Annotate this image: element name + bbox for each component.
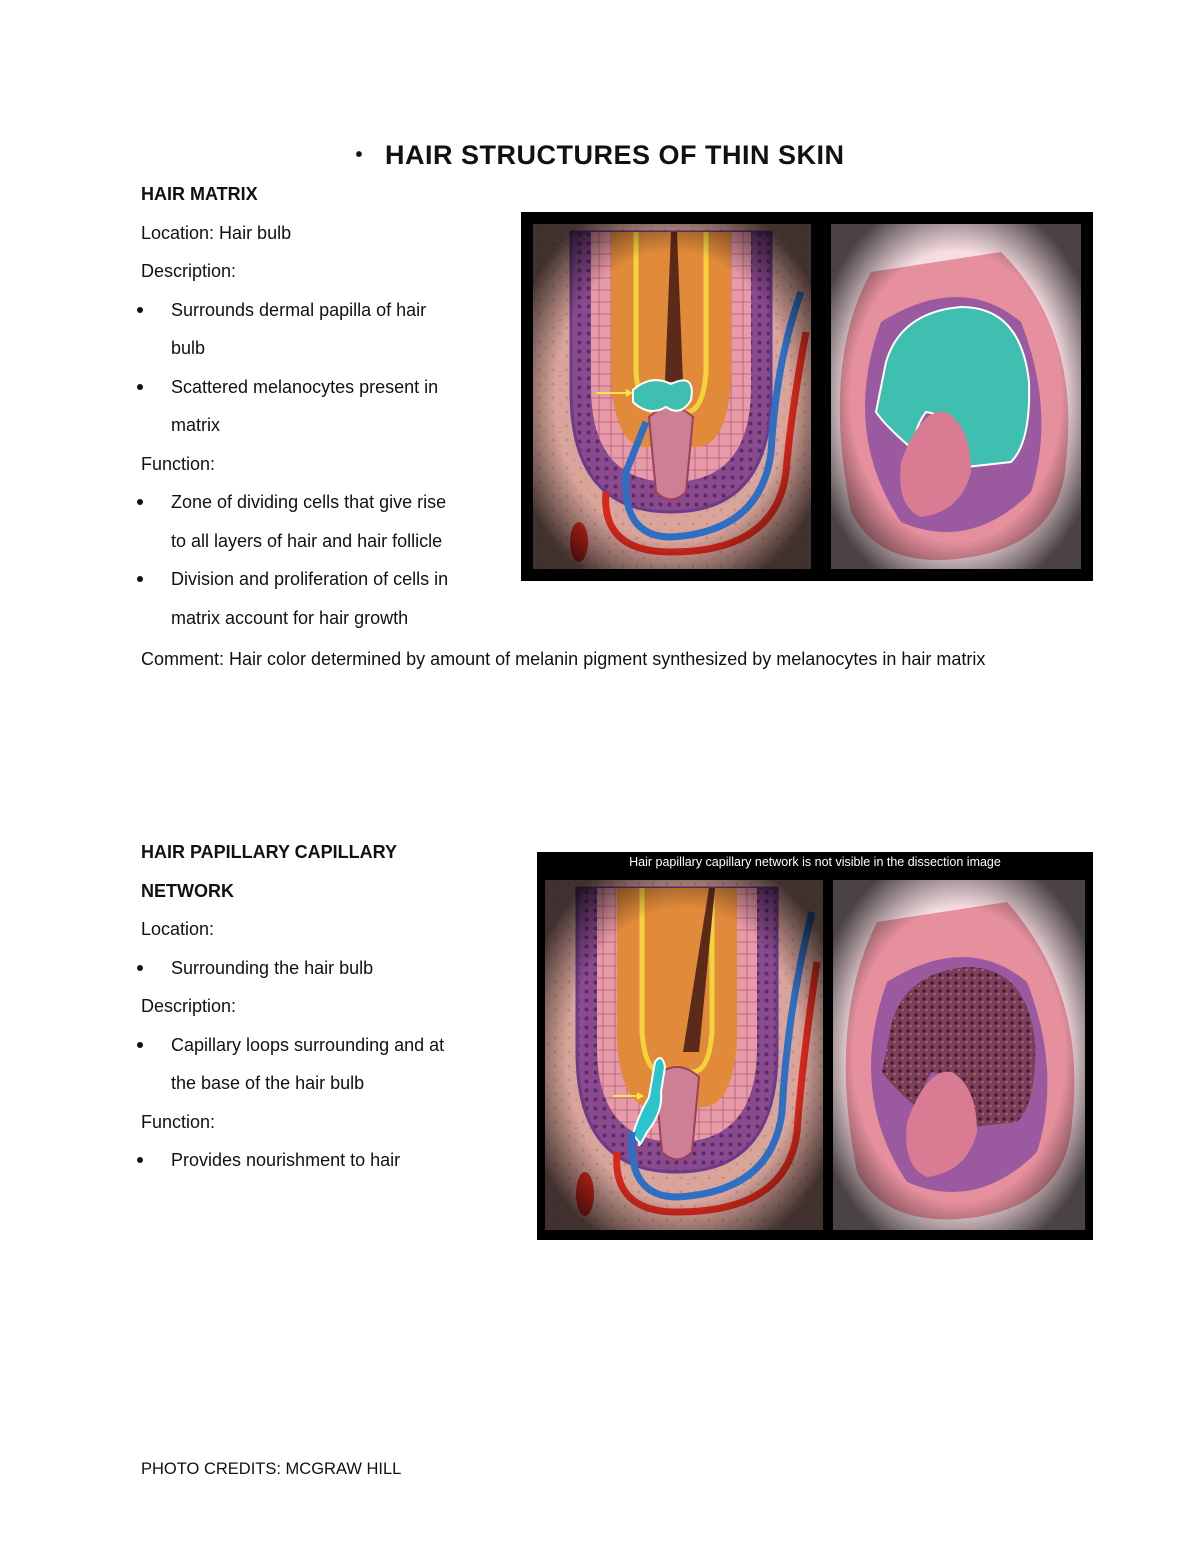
hair-matrix-comment: Comment: Hair color determined by amount of melanin pigment synthesized by melanocytes in hair matrix [141, 649, 986, 669]
list-item: Provides nourishment to hair [141, 1141, 444, 1180]
list-item: Zone of dividing cells that give rise to all layers of hair and hair follicle [141, 483, 448, 560]
page-title: • HAIR STRUCTURES OF THIN SKIN [355, 140, 845, 170]
capillary-heading-line1: HAIR PAPILLARY CAPILLARY [141, 842, 398, 862]
list-item: Scattered melanocytes present in matrix [141, 368, 448, 445]
capillary-description-list [141, 1026, 444, 1103]
hair-matrix-section [141, 175, 448, 637]
capillary-function-label: Function: [141, 1111, 216, 1132]
hair-matrix-description-list [141, 291, 448, 445]
capillary-network-figure [537, 852, 1093, 1240]
figure-caption: Hair papillary capillary network is not visible in the dissection image [629, 855, 1001, 869]
hair-matrix-heading: HAIR MATRIX [141, 184, 258, 204]
capillary-heading-line2: NETWORK [141, 880, 234, 901]
capillary-location-list [141, 949, 444, 988]
photo-credits: PHOTO CREDITS: MCGRAW HILL [141, 1460, 402, 1478]
hair-matrix-description-label: Description: [141, 261, 237, 281]
list-item: Division and proliferation of cells in matrix account for hair growth [141, 560, 448, 637]
hair-matrix-figure [521, 212, 1093, 581]
hair-matrix-location: Location: Hair bulb [141, 222, 292, 243]
capillary-network-section [141, 833, 444, 1180]
capillary-description-label: Description: [141, 996, 237, 1016]
list-item: Surrounding the hair bulb [141, 949, 444, 988]
list-item: Surrounds dermal papilla of hair bulb [141, 291, 448, 368]
hair-matrix-function-list [141, 483, 448, 637]
list-item: Capillary loops surrounding and at the base of the hair bulb [141, 1026, 444, 1103]
hair-matrix-function-label: Function: [141, 453, 216, 474]
title-bullet: • [355, 144, 363, 166]
capillary-location-label: Location: [141, 919, 215, 939]
capillary-function-list [141, 1141, 444, 1180]
